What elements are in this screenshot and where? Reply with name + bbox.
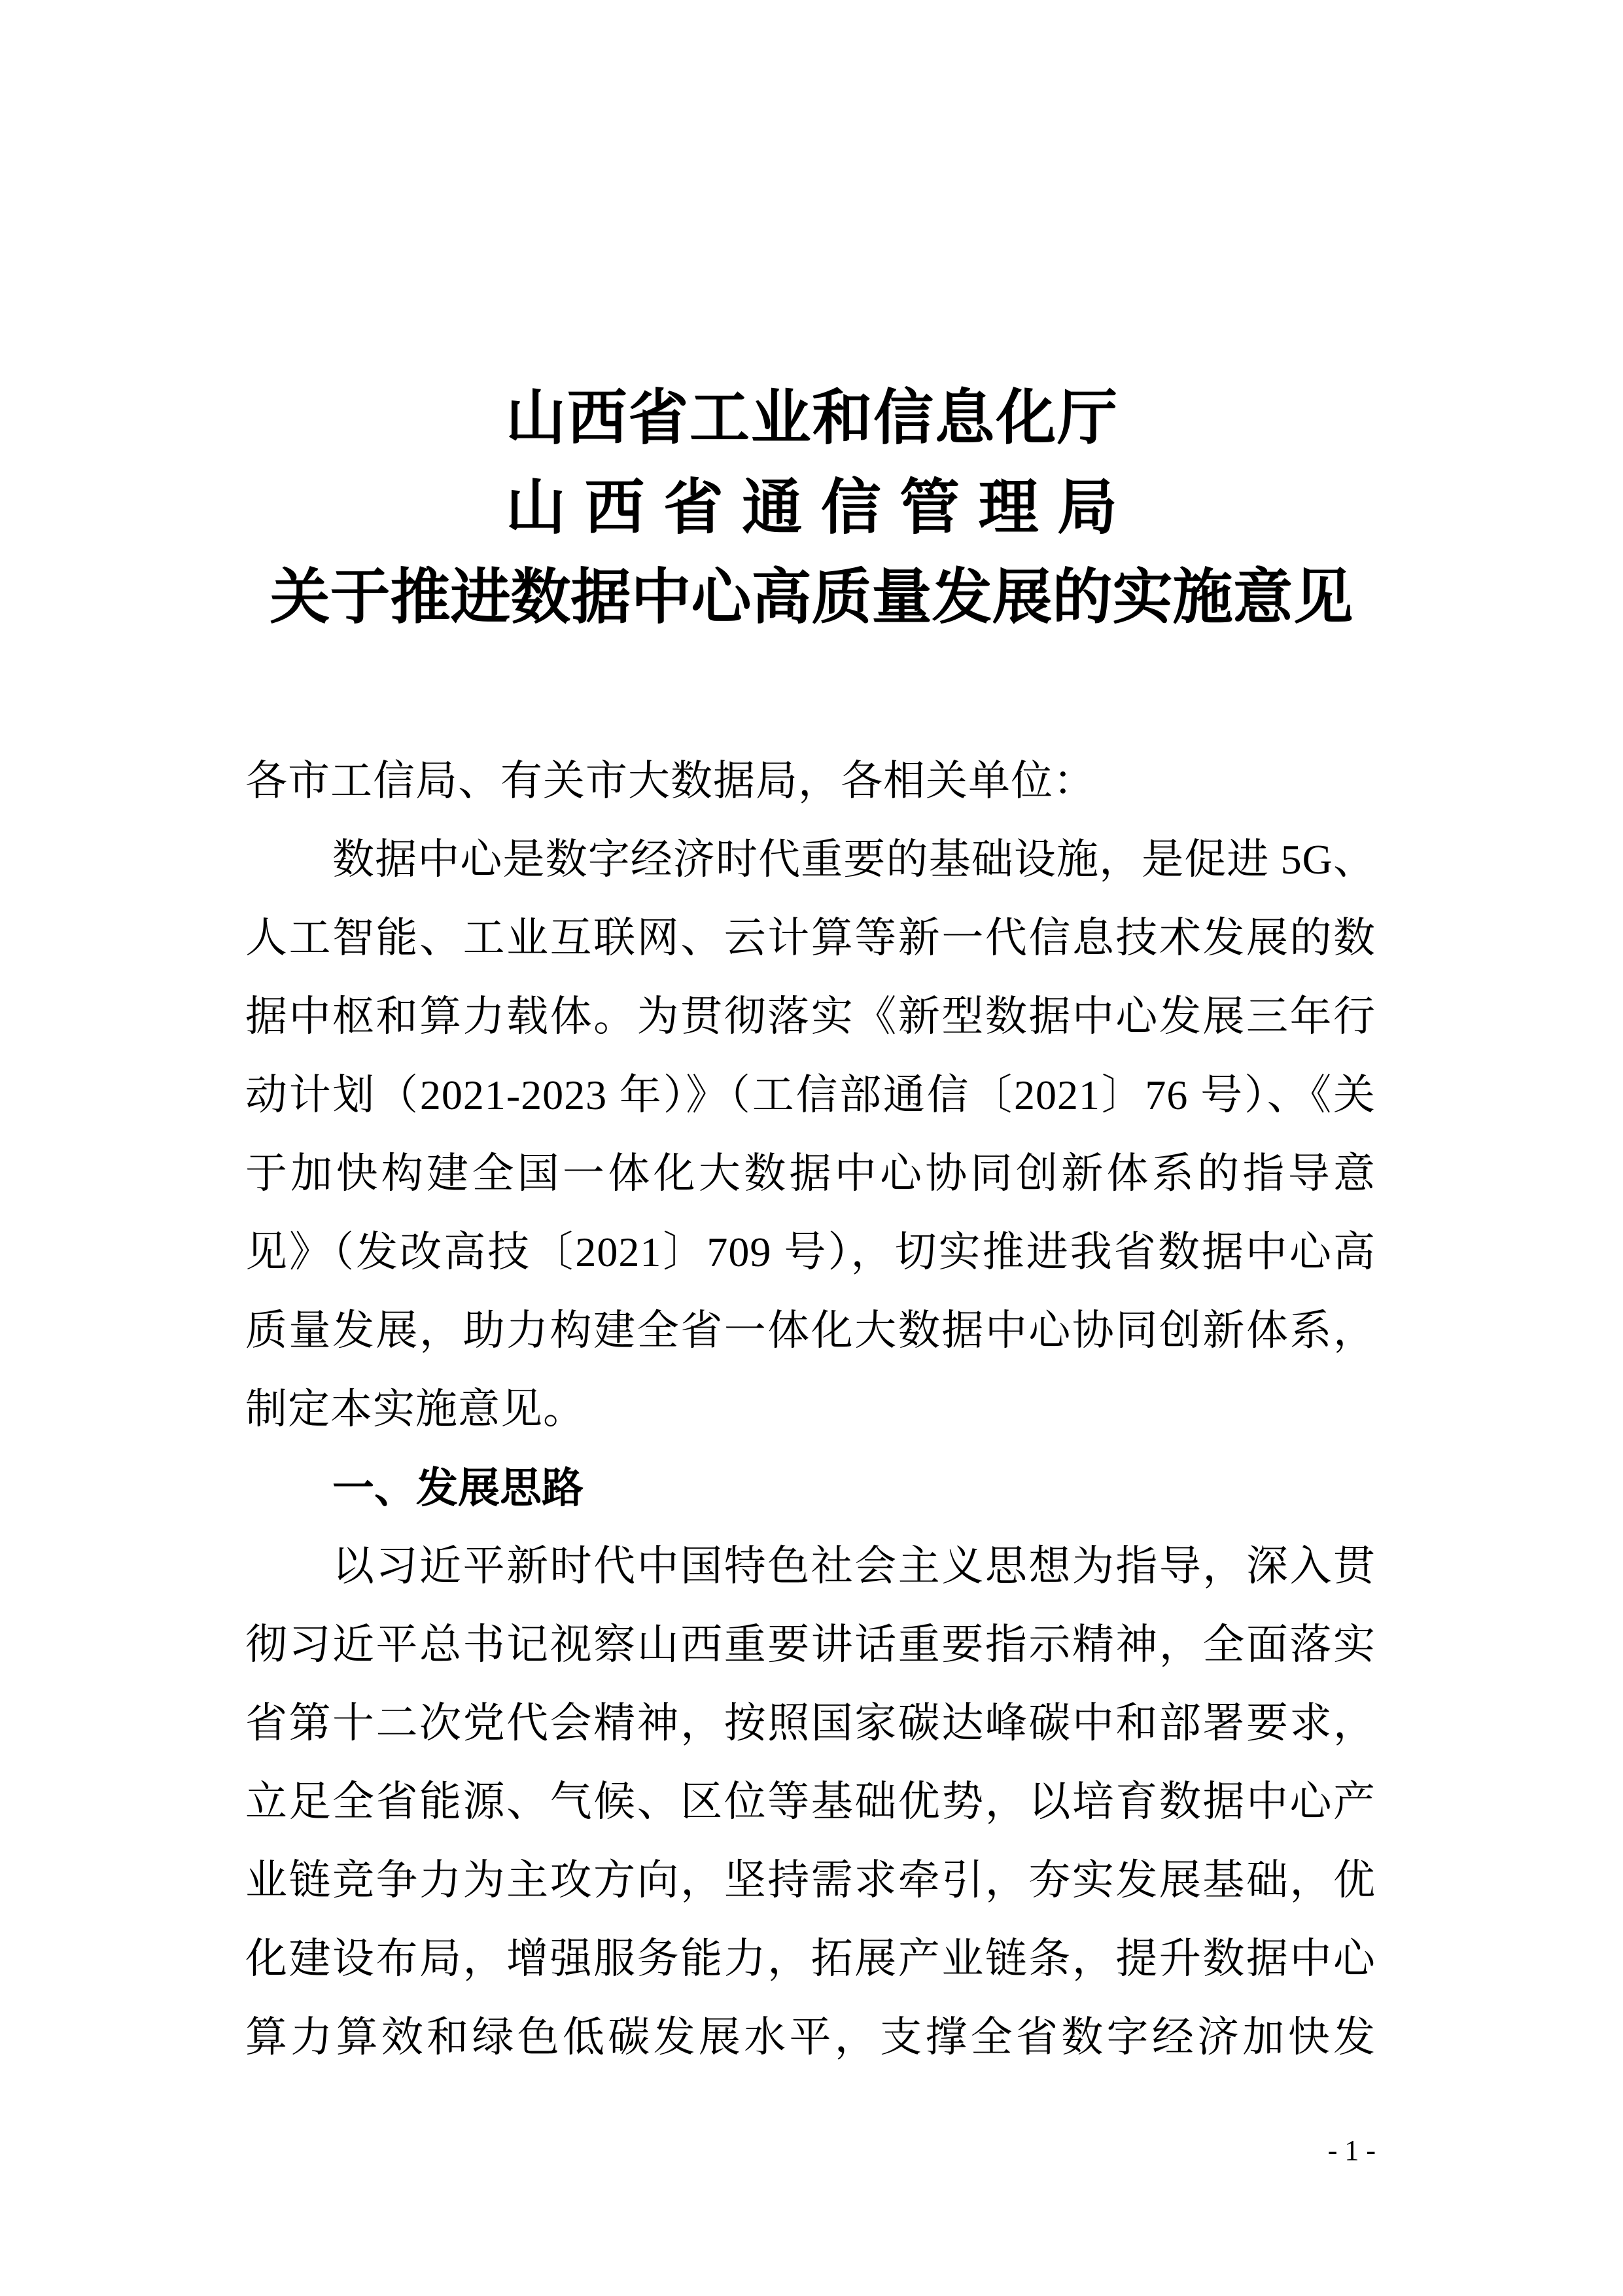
document-body <box>245 742 1376 2077</box>
section-heading: 一、发展思路 <box>332 1464 584 1511</box>
title-line-agency-1: 山西省工业和信息化厅 <box>506 385 1117 451</box>
body-line: 见》（发改高技〔2021〕709 号），切实推进我省数据中心高 <box>245 1229 1376 1275</box>
body-line: 化建设布局，增强服务能力，拓展产业链条，提升数据中心 <box>245 1935 1376 1982</box>
title-line-agency-2: 山西省通信管理局 <box>506 474 1117 541</box>
body-line: 质量发展，助力构建全省一体化大数据中心协同创新体系， <box>245 1307 1376 1354</box>
page-number: - 1 - <box>1327 2134 1376 2166</box>
body-line: 各市工信局、有关市大数据局，各相关单位： <box>245 758 1096 804</box>
body-line: 以习近平新时代中国特色社会主义思想为指导，深入贯 <box>332 1543 1376 1589</box>
body-line: 省第十二次党代会精神，按照国家碳达峰碳中和部署要求， <box>245 1700 1376 1746</box>
title-line-subject: 关于推进数据中心高质量发展的实施意见 <box>270 564 1353 631</box>
body-line: 业链竞争力为主攻方向，坚持需求牵引，夯实发展基础，优 <box>245 1857 1376 1903</box>
body-line: 据中枢和算力载体。为贯彻落实《新型数据中心发展三年行 <box>245 993 1376 1040</box>
body-line: 制定本实施意见。 <box>245 1386 585 1432</box>
body-line: 立足全省能源、气候、区位等基础优势，以培育数据中心产 <box>245 1778 1376 1825</box>
body-line: 动计划（2021-2023 年）》（工信部通信〔2021〕76 号）、《关 <box>245 1072 1376 1118</box>
body-line: 人工智能、工业互联网、云计算等新一代信息技术发展的数 <box>245 915 1376 961</box>
body-line: 数据中心是数字经济时代重要的基础设施，是促进 5G、 <box>332 836 1376 883</box>
document-title <box>0 374 1623 643</box>
body-line: 算力算效和绿色低碳发展水平，支撑全省数字经济加快发 <box>245 2014 1376 2060</box>
body-line: 于加快构建全国一体化大数据中心协同创新体系的指导意 <box>245 1150 1376 1197</box>
page-footer <box>1328 2134 1376 2167</box>
body-line: 彻习近平总书记视察山西重要讲话重要指示精神，全面落实 <box>245 1621 1376 1668</box>
